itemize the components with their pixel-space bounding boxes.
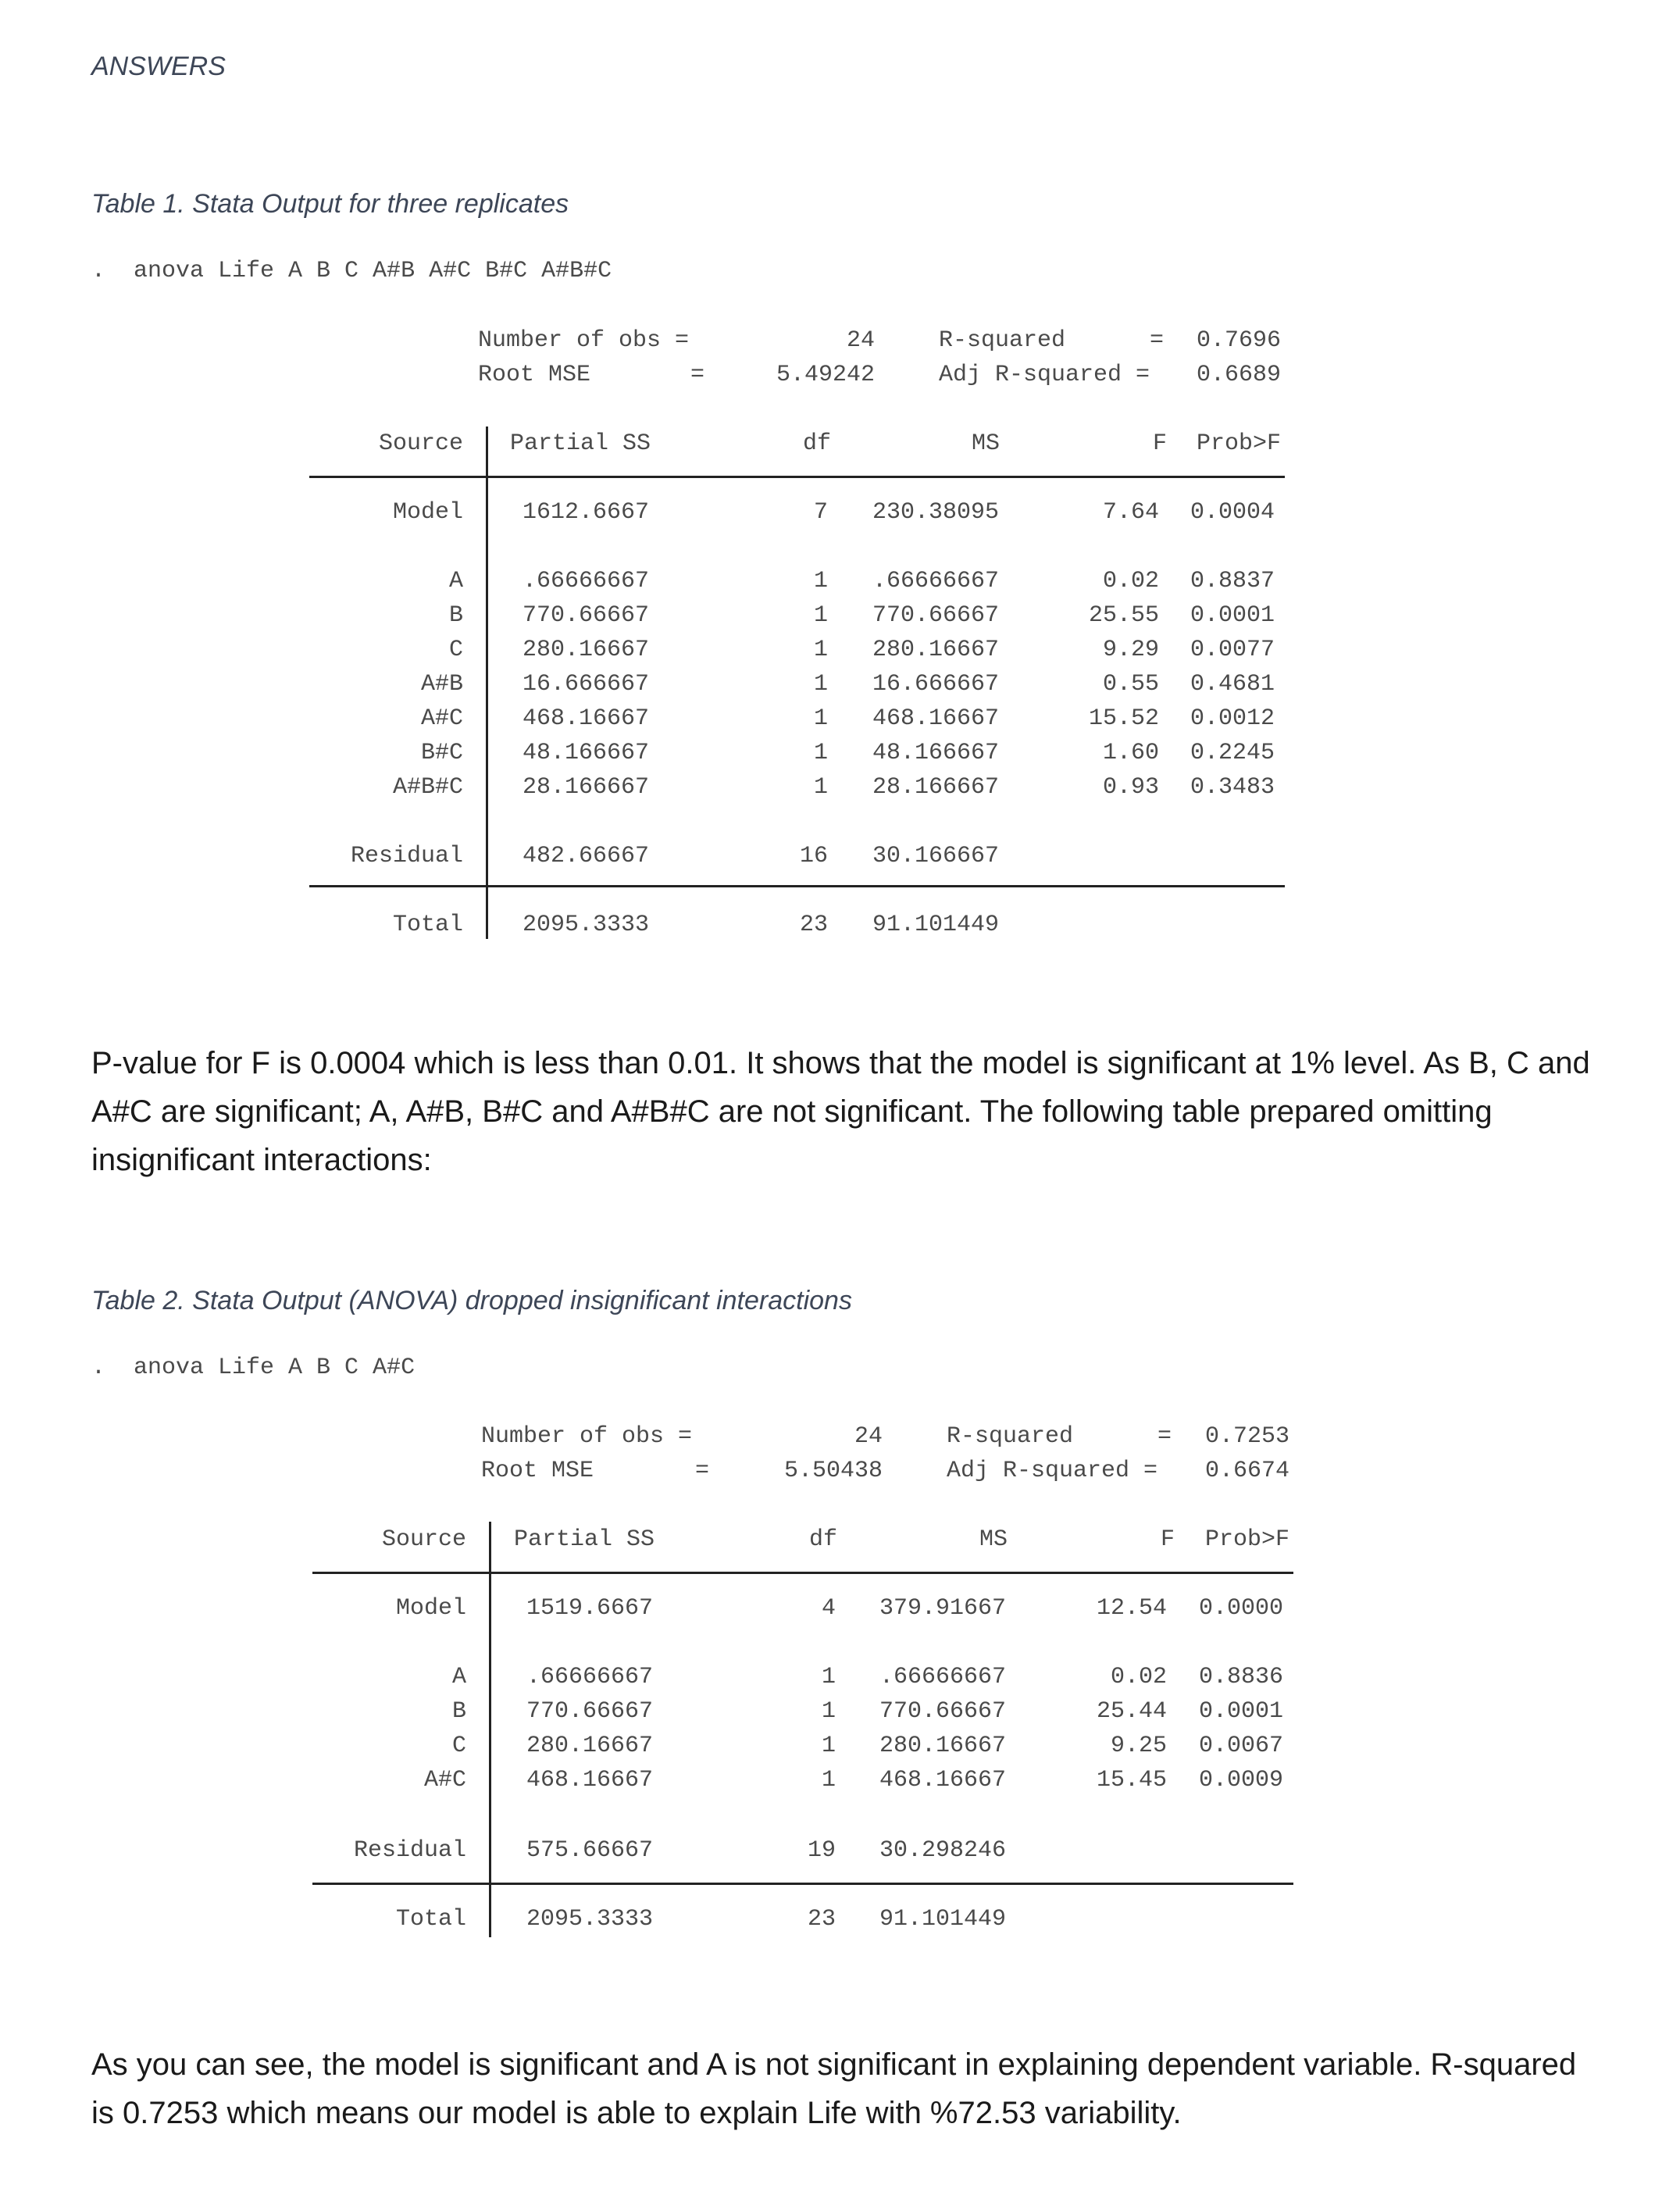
row-source: C	[448, 637, 463, 663]
header-source: Source	[378, 430, 463, 457]
table1-header-rule	[309, 476, 1285, 478]
row-source: Total	[395, 1906, 466, 1933]
header-ms: MS	[971, 430, 1000, 457]
header-ss: Partial SS	[514, 1526, 655, 1553]
row-source: A#B	[420, 671, 463, 698]
header-f: F	[1152, 430, 1167, 457]
header-f: F	[1160, 1526, 1175, 1553]
row-source: C	[451, 1733, 466, 1759]
row-source: B	[448, 602, 463, 629]
row-source: A	[451, 1664, 466, 1690]
row-df: 1	[821, 1733, 836, 1759]
rsq-label: R-squared	[939, 327, 1066, 354]
row-ms: 91.101449	[879, 1906, 1007, 1933]
row-df: 1	[813, 671, 828, 698]
row-ms: 30.298246	[879, 1837, 1007, 1864]
row-ms: 770.66667	[872, 602, 1000, 629]
table1-total-rule	[309, 885, 1285, 887]
row-ss: 770.66667	[523, 602, 650, 629]
row-prob: 0.0001	[1199, 1698, 1284, 1725]
row-source: B#C	[420, 740, 463, 766]
row-prob: 0.8837	[1190, 568, 1275, 594]
row-f: 12.54	[1096, 1595, 1167, 1622]
row-f: 15.45	[1096, 1767, 1167, 1794]
row-ss: 2095.3333	[526, 1906, 654, 1933]
row-prob: 0.0067	[1199, 1733, 1284, 1759]
row-source: Model	[395, 1595, 466, 1622]
rmse-value: 5.49242	[776, 362, 875, 388]
row-ss: 28.166667	[523, 774, 650, 801]
rsq-label: R-squared	[947, 1423, 1074, 1450]
row-f: 0.02	[1102, 568, 1159, 594]
row-source: A#B#C	[392, 774, 463, 801]
paragraph-conclusion: As you can see, the model is significant and A is not significant in explaining dependent variable. R-squared is 0.7253 which means our model is able to explain Life with %72.53 variability.	[91, 2047, 1577, 2130]
row-f: 9.29	[1102, 637, 1159, 663]
row-df: 1	[821, 1698, 836, 1725]
rsq-eq: =	[1157, 1423, 1172, 1450]
row-source: Total	[392, 912, 463, 938]
rsq-eq: =	[1150, 327, 1165, 354]
row-ss: 48.166667	[523, 740, 650, 766]
row-prob: 0.4681	[1190, 671, 1275, 698]
row-prob: 0.0012	[1190, 705, 1275, 732]
row-df: 1	[821, 1767, 836, 1794]
row-ms: 16.666667	[872, 671, 1000, 698]
row-ms: .66666667	[872, 568, 1000, 594]
row-ms: 91.101449	[872, 912, 1000, 938]
row-ms: 30.166667	[872, 843, 1000, 869]
row-ss: 280.16667	[526, 1733, 654, 1759]
row-df: 1	[813, 740, 828, 766]
row-prob: 0.8836	[1199, 1664, 1284, 1690]
row-df: 19	[807, 1837, 836, 1864]
rsq-value: 0.7696	[1197, 327, 1282, 354]
table2-caption: Table 2. Stata Output (ANOVA) dropped insignificant interactions	[91, 1286, 852, 1315]
adjrsq-label: Adj R-squared =	[939, 362, 1150, 388]
nobs-value: 24	[846, 327, 875, 354]
row-df: 23	[799, 912, 828, 938]
row-prob: 0.0000	[1199, 1595, 1284, 1622]
header-ms: MS	[979, 1526, 1008, 1553]
table2-total-rule	[312, 1883, 1293, 1885]
header-prob: Prob>F	[1197, 430, 1282, 457]
row-df: 1	[821, 1664, 836, 1690]
rsq-value: 0.7253	[1205, 1423, 1290, 1450]
row-ss: 2095.3333	[523, 912, 650, 938]
page-title: ANSWERS	[91, 52, 226, 81]
row-f: 7.64	[1102, 499, 1159, 526]
row-source: Residual	[350, 843, 463, 869]
row-source: A	[448, 568, 463, 594]
adjrsq-value: 0.6689	[1197, 362, 1282, 388]
row-f: 0.55	[1102, 671, 1159, 698]
row-df: 16	[799, 843, 828, 869]
row-ss: .66666667	[523, 568, 650, 594]
row-source: Residual	[353, 1837, 466, 1864]
row-f: 1.60	[1102, 740, 1159, 766]
nobs-label: Number of obs =	[481, 1423, 693, 1450]
row-ms: 770.66667	[879, 1698, 1007, 1725]
table1-vertical-rule	[486, 427, 488, 939]
row-ms: 280.16667	[872, 637, 1000, 663]
row-ss: 280.16667	[523, 637, 650, 663]
row-ss: 16.666667	[523, 671, 650, 698]
row-f: 15.52	[1088, 705, 1159, 732]
row-prob: 0.2245	[1190, 740, 1275, 766]
row-prob: 0.0004	[1190, 499, 1275, 526]
row-source: Model	[392, 499, 463, 526]
row-df: 4	[821, 1595, 836, 1622]
row-source: B	[451, 1698, 466, 1725]
row-f: 0.93	[1102, 774, 1159, 801]
nobs-label: Number of obs =	[478, 327, 690, 354]
table2-vertical-rule	[489, 1522, 491, 1937]
row-ms: .66666667	[879, 1664, 1007, 1690]
row-df: 1	[813, 637, 828, 663]
row-ss: 770.66667	[526, 1698, 654, 1725]
rmse-eq: =	[695, 1458, 710, 1484]
row-df: 7	[813, 499, 828, 526]
row-ms: 468.16667	[872, 705, 1000, 732]
rmse-label: Root MSE	[481, 1458, 594, 1484]
row-prob: 0.0001	[1190, 602, 1275, 629]
paragraph-interpretation: P-value for F is 0.0004 which is less than 0.01. It shows that the model is significant at 1% level. As B, C and A#C are significant; A, A#B, B#C and A#B#C are not significant. The following table prepared omitting insignificant interactions:	[91, 1046, 1590, 1177]
rmse-value: 5.50438	[783, 1458, 883, 1484]
row-f: 25.44	[1096, 1698, 1167, 1725]
row-f: 25.55	[1088, 602, 1159, 629]
row-ss: 1612.6667	[523, 499, 650, 526]
rmse-eq: =	[690, 362, 705, 388]
row-ss: 468.16667	[523, 705, 650, 732]
row-ss: 575.66667	[526, 1837, 654, 1864]
header-df: df	[808, 1526, 837, 1553]
row-prob: 0.0009	[1199, 1767, 1284, 1794]
row-prob: 0.0077	[1190, 637, 1275, 663]
row-ss: 1519.6667	[526, 1595, 654, 1622]
row-df: 1	[813, 568, 828, 594]
header-prob: Prob>F	[1205, 1526, 1290, 1553]
header-source: Source	[381, 1526, 466, 1553]
row-f: 9.25	[1110, 1733, 1167, 1759]
row-prob: 0.3483	[1190, 774, 1275, 801]
row-df: 1	[813, 602, 828, 629]
row-df: 1	[813, 774, 828, 801]
row-ms: 230.38095	[872, 499, 1000, 526]
row-ms: 48.166667	[872, 740, 1000, 766]
table2-command: . anova Life A B C A#C	[91, 1355, 416, 1381]
adjrsq-value: 0.6674	[1205, 1458, 1290, 1484]
row-df: 23	[807, 1906, 836, 1933]
table1-command: . anova Life A B C A#B A#C B#C A#B#C	[91, 258, 612, 284]
row-ss: 482.66667	[523, 843, 650, 869]
row-df: 1	[813, 705, 828, 732]
row-ms: 379.91667	[879, 1595, 1007, 1622]
header-df: df	[802, 430, 831, 457]
header-ss: Partial SS	[510, 430, 651, 457]
row-ms: 280.16667	[879, 1733, 1007, 1759]
row-ss: 468.16667	[526, 1767, 654, 1794]
adjrsq-label: Adj R-squared =	[947, 1458, 1158, 1484]
row-source: A#C	[420, 705, 463, 732]
table1-caption: Table 1. Stata Output for three replicates	[91, 189, 569, 219]
row-source: A#C	[423, 1767, 466, 1794]
nobs-value: 24	[854, 1423, 883, 1450]
row-ms: 28.166667	[872, 774, 1000, 801]
table2-header-rule	[312, 1572, 1293, 1574]
rmse-label: Root MSE	[478, 362, 591, 388]
row-ss: .66666667	[526, 1664, 654, 1690]
row-f: 0.02	[1110, 1664, 1167, 1690]
row-ms: 468.16667	[879, 1767, 1007, 1794]
